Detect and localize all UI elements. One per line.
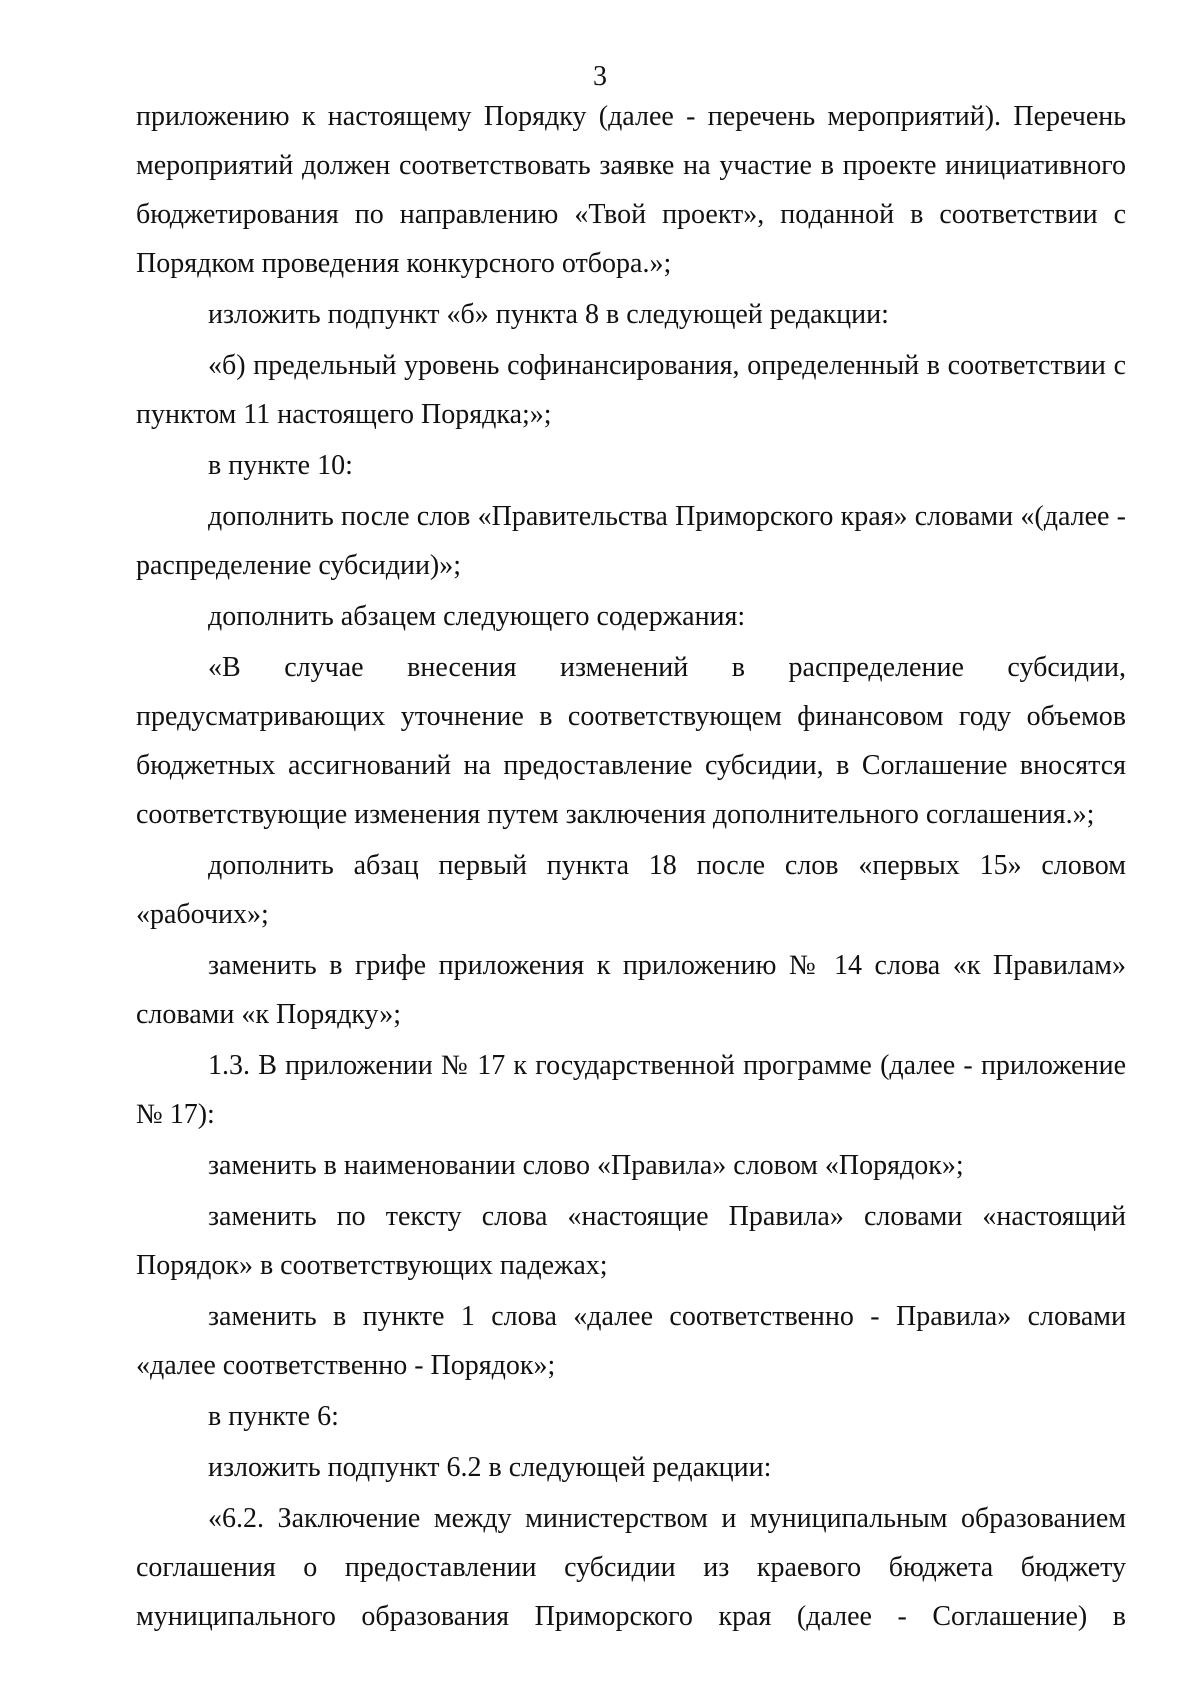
paragraph: изложить подпункт «б» пункта 8 в следующей редакции: bbox=[208, 299, 889, 330]
paragraph: изложить подпункт 6.2 в следующей редакции: bbox=[208, 1452, 772, 1483]
paragraph: дополнить абзац первый пункта 18 после слов «первых 15» словом «рабочих»; bbox=[136, 850, 1126, 930]
paragraph: заменить в наименовании слово «Правила» словом «Порядок»; bbox=[208, 1150, 964, 1181]
paragraph: «В случае внесения изменений в распределение субсидии, предусматривающих уточнение в соответствующем финансовом году объемов бюджетных ассигнований на предоставление субсидии, в Соглашение вносятся соответствующие изменения путем заключения дополнительного соглашения.»; bbox=[136, 652, 1126, 830]
paragraph: в пункте 10: bbox=[208, 450, 353, 481]
paragraph: «б) предельный уровень софинансирования, определенный в соответствии с пунктом 11 настоящего Порядка;»; bbox=[136, 350, 1126, 430]
paragraph: заменить по тексту слова «настоящие Правила» словами «настоящий Порядок» в соответствующих падежах; bbox=[136, 1201, 1126, 1281]
paragraph: дополнить после слов «Правительства Приморского края» словами «(далее - распределение субсидии)»; bbox=[136, 501, 1126, 581]
paragraph: 1.3. В приложении № 17 к государственной программе (далее - приложение № 17): bbox=[136, 1050, 1126, 1130]
paragraph: приложению к настоящему Порядку (далее - перечень мероприятий). Перечень мероприятий должен соответствовать заявке на участие в проекте инициативного бюджетирования по направлению «Твой проект», поданной в соответствии с Порядком проведения конкурсного отбора.»; bbox=[136, 101, 1126, 279]
paragraph: в пункте 6: bbox=[208, 1401, 339, 1432]
paragraph: дополнить абзацем следующего содержания: bbox=[208, 601, 746, 632]
document-body bbox=[136, 92, 1126, 1643]
paragraph: заменить в грифе приложения к приложению № 14 слова «к Правилам» словами «к Порядку»; bbox=[136, 950, 1126, 1030]
page-number: 3 bbox=[593, 61, 607, 92]
paragraph: «6.2. Заключение между министерством и муниципальным образованием соглашения о предоставлении субсидии из краевого бюджета бюджету муниципального образования Приморского края (далее - Соглашение) в bbox=[136, 1503, 1126, 1632]
paragraph: заменить в пункте 1 слова «далее соответственно - Правила» словами «далее соответственно - Порядок»; bbox=[136, 1301, 1126, 1381]
